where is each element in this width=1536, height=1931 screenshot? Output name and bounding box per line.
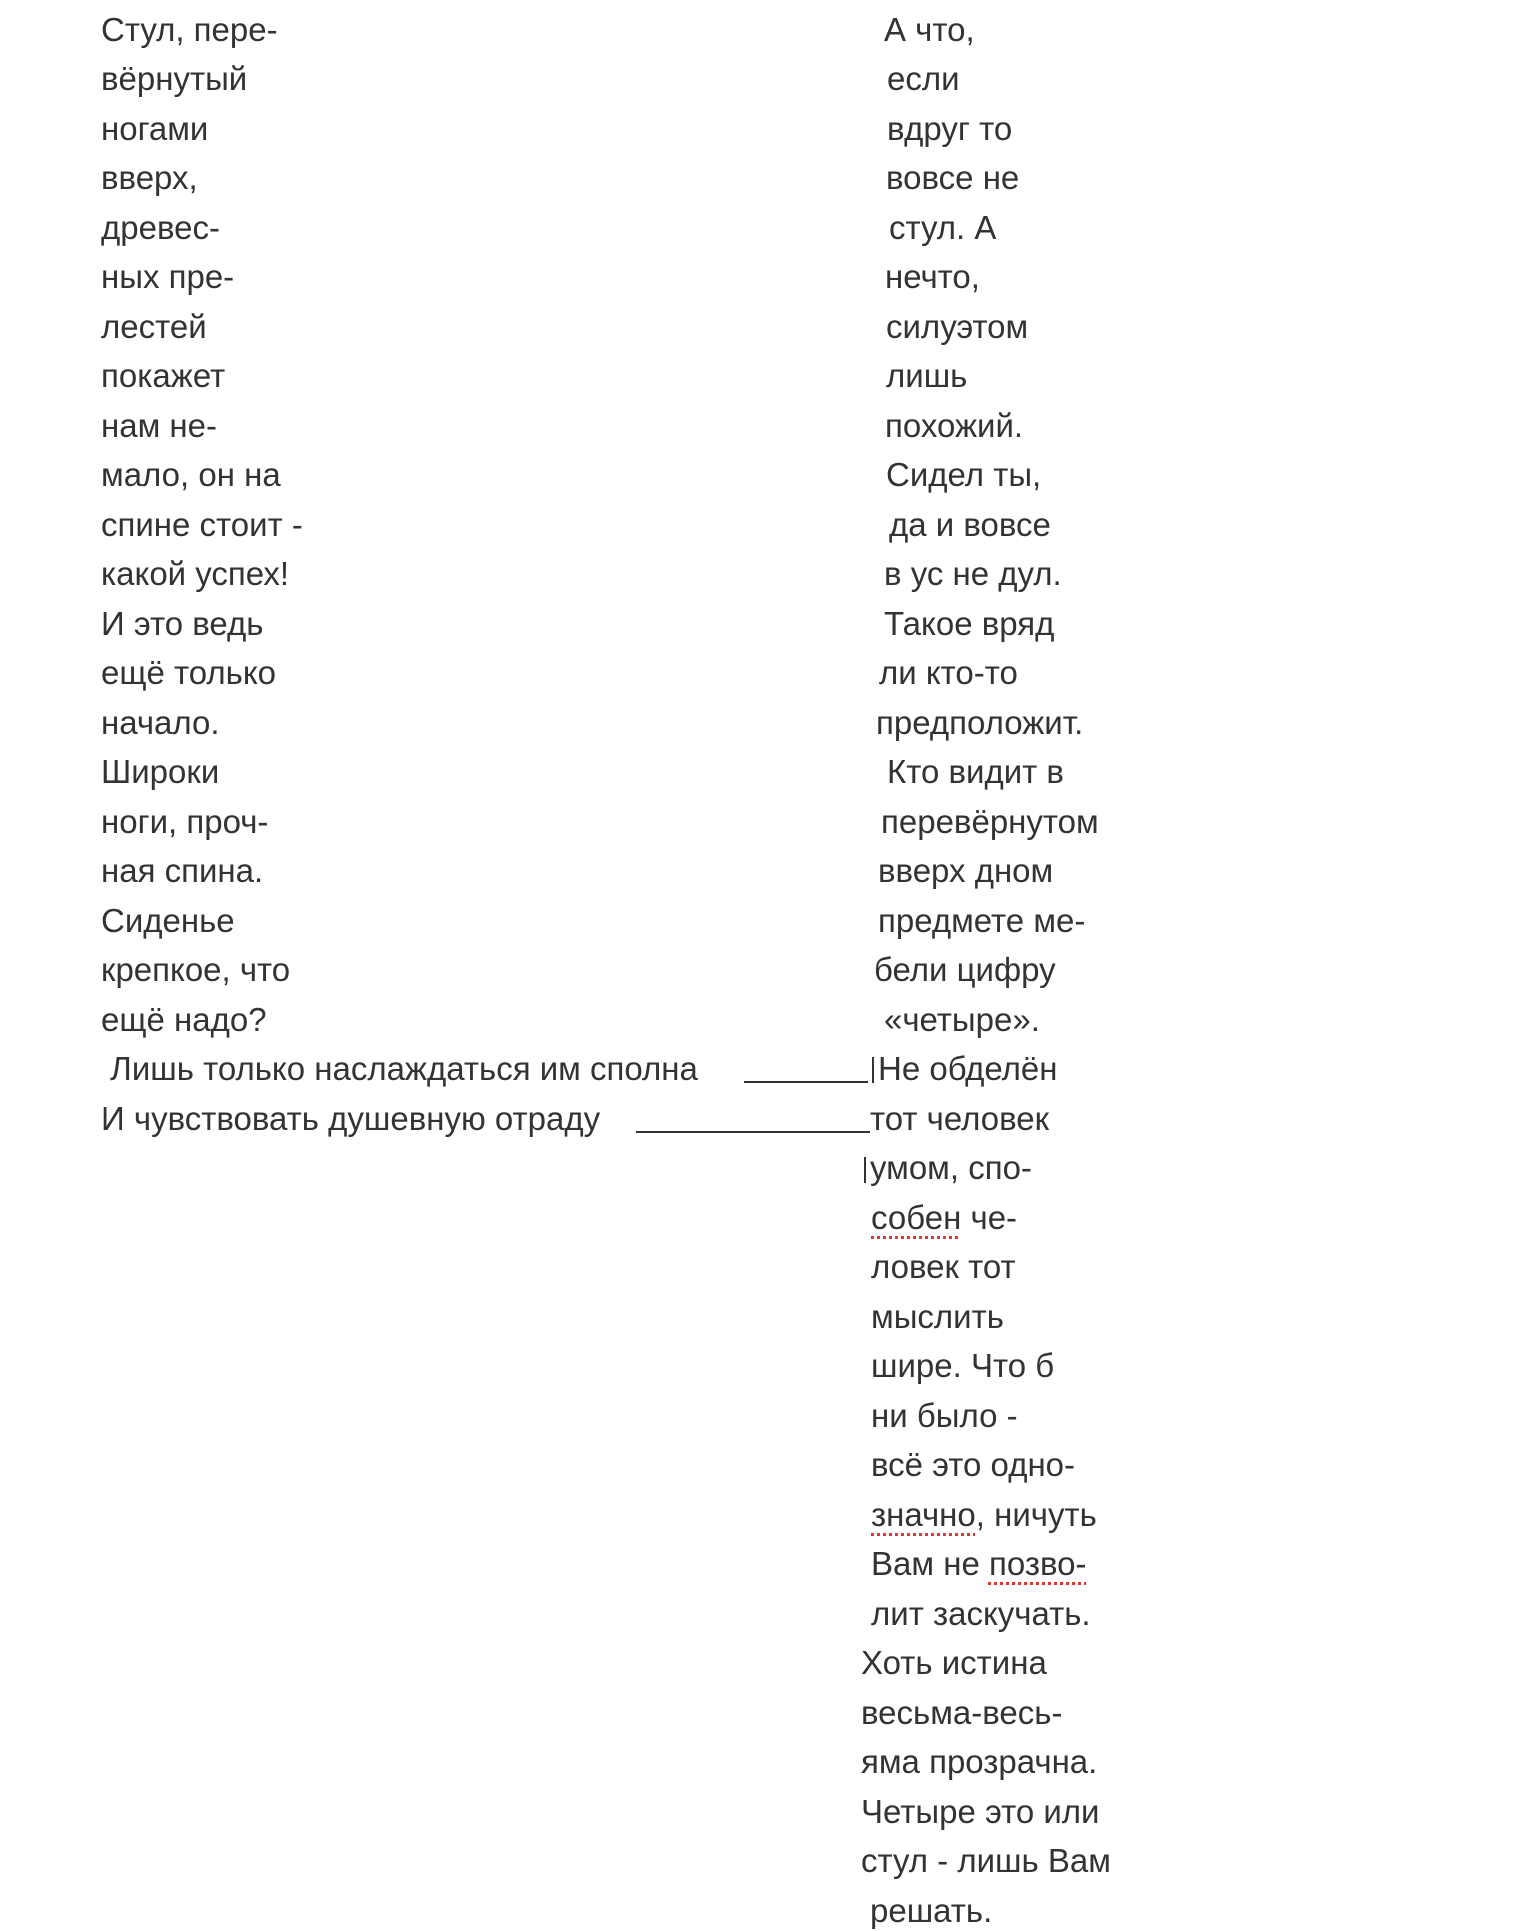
rule-line [636, 1131, 870, 1133]
left-line: начало. [101, 704, 220, 741]
left-line: какой успех! [101, 555, 290, 592]
right-line: всё это одно- [871, 1446, 1076, 1483]
right-line: мыслить [871, 1298, 1004, 1335]
left-line: ноги, проч- [101, 803, 269, 840]
right-line: умом, спо- [870, 1149, 1032, 1186]
left-line: Стул, пере- [101, 11, 278, 48]
right-line: в ус не дул. [884, 555, 1062, 592]
right-line: Такое вряд [884, 605, 1055, 642]
line-start: Вам не [871, 1545, 989, 1582]
right-line: если [887, 60, 960, 97]
left-line: нам не- [101, 407, 217, 444]
right-line: ловек тот [871, 1248, 1016, 1285]
left-line: покажет [101, 357, 226, 394]
left-line: спине стоит - [101, 506, 303, 543]
right-line: бели цифру [874, 951, 1056, 988]
right-line: вовсе не [886, 159, 1020, 196]
right-line: похожий. [885, 407, 1024, 444]
misspelled-word[interactable]: позво- [988, 1545, 1087, 1582]
left-line: ных пре- [101, 258, 235, 295]
bar-mark [864, 1157, 866, 1183]
left-line: крепкое, что [101, 951, 291, 988]
right-line: А что, [884, 11, 975, 48]
misspelled-word[interactable]: собен [871, 1199, 962, 1236]
right-line: «четыре». [884, 1001, 1040, 1038]
left-line: Сиденье [101, 902, 235, 939]
right-line: предмете ме- [878, 902, 1086, 939]
right-line: Сидел ты, [886, 456, 1042, 493]
right-line: весьма-весь- [861, 1694, 1063, 1731]
right-line: силуэтом [886, 308, 1029, 345]
right-line: предположит. [876, 704, 1084, 741]
right-line [871, 1544, 1086, 1584]
right-line [871, 1198, 1017, 1238]
left-line: ная спина. [101, 852, 264, 889]
left-line: лестей [101, 308, 207, 345]
right-line: яма прозрачна. [861, 1743, 1098, 1780]
misspelled-word[interactable]: значно [871, 1496, 976, 1533]
bar-mark [872, 1057, 874, 1083]
right-line: Не обделён [878, 1050, 1058, 1087]
right-line: лит заскучать. [871, 1595, 1091, 1632]
right-line: нечто, [885, 258, 980, 295]
right-line: ни было - [871, 1397, 1018, 1434]
right-line: вверх дном [878, 852, 1054, 889]
left-line: И это ведь [101, 605, 264, 642]
line-rest: че- [961, 1199, 1018, 1236]
left-line: ещё только [101, 654, 277, 691]
left-line: вверх, [101, 159, 198, 196]
left-line: Широки [101, 753, 220, 790]
right-line: стул - лишь Вам [861, 1842, 1111, 1879]
right-line: ли кто-то [879, 654, 1018, 691]
wide-line: Лишь только наслаждаться им сполна [101, 1050, 698, 1087]
right-line: шире. Что б [871, 1347, 1055, 1384]
right-line: тот человек [870, 1100, 1050, 1137]
right-line: стул. А [889, 209, 997, 246]
right-line: лишь [886, 357, 968, 394]
rule-line [744, 1081, 868, 1083]
left-line: ногами [101, 110, 209, 147]
right-line: вдруг то [887, 110, 1013, 147]
right-line: перевёрнутом [881, 803, 1099, 840]
left-line: древес- [101, 209, 220, 246]
right-line: да и вовсе [889, 506, 1051, 543]
right-line: Кто видит в [887, 753, 1064, 790]
left-line: мало, он на [101, 456, 281, 493]
right-line: решать. [870, 1892, 993, 1929]
right-line: Четыре это или [861, 1793, 1100, 1830]
right-line [871, 1495, 1097, 1535]
right-line: Хоть истина [861, 1644, 1047, 1681]
line-rest: , ничуть [975, 1496, 1097, 1533]
left-line: вёрнутый [101, 60, 248, 97]
left-line: ещё надо? [101, 1001, 267, 1038]
wide-line: И чувствовать душевную отраду [101, 1100, 601, 1137]
